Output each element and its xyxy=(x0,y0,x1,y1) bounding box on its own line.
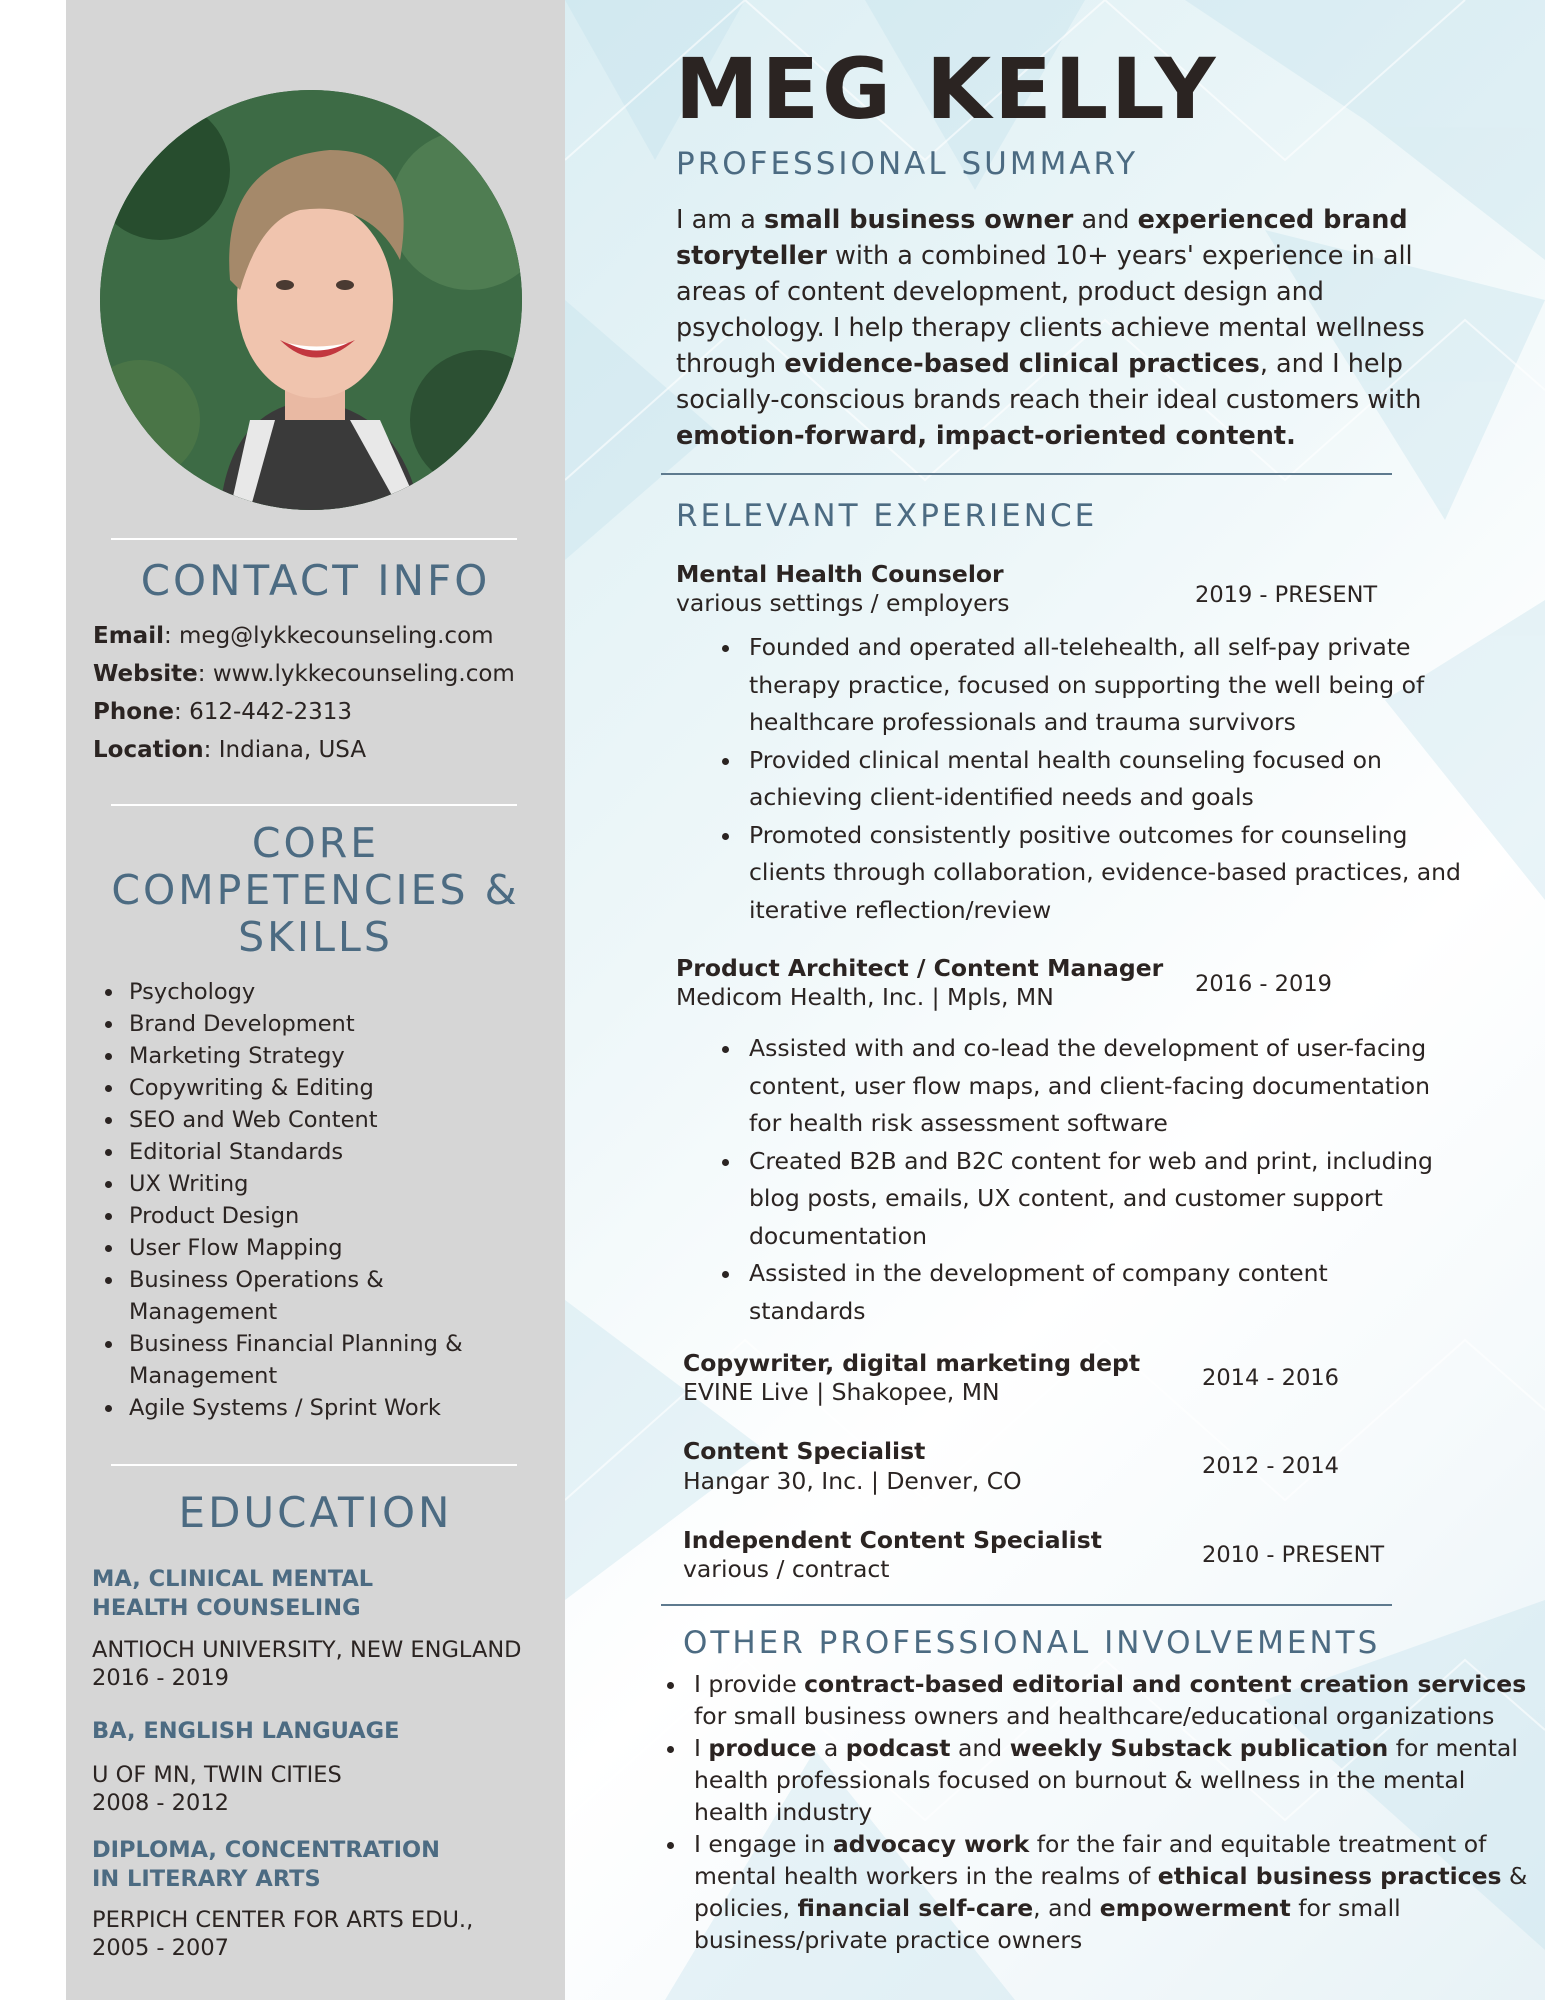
list-item: • UX Writing xyxy=(125,1168,545,1200)
education-school: PERPICH CENTER FOR ARTS EDU., 2005 - 2007 xyxy=(92,1907,474,1961)
job-org: EVINE Live | Shakopee, MN xyxy=(683,1378,1000,1406)
job-title: Copywriter, digital marketing dept xyxy=(683,1349,1141,1377)
job-org: various settings / employers xyxy=(676,589,1010,617)
job-dates: 2010 - PRESENT xyxy=(1202,1542,1385,1568)
list-item: • I provide contract-based editorial and content creation services for small business owners and healthcare/educational organizations xyxy=(688,1668,1538,1732)
education-degree: MA, CLINICAL MENTAL HEALTH COUNSELING xyxy=(92,1566,374,1621)
education-degree: BA, ENGLISH LANGUAGE xyxy=(92,1718,400,1744)
job-org: various / contract xyxy=(683,1555,890,1583)
list-item: • Psychology xyxy=(125,976,545,1008)
skills-list xyxy=(95,976,545,1424)
list-item: • Assisted with and co-lead the development of user-facing content, user flow maps, and client-facing documentation for health risk assessment software xyxy=(743,1030,1443,1143)
contact-heading: CONTACT INFO xyxy=(140,556,491,605)
job-bullets xyxy=(713,629,1463,929)
list-item: • Created B2B and B2C content for web and print, including blog posts, emails, UX content, and customer support documentation xyxy=(743,1143,1443,1256)
page-title: MEG KELLY xyxy=(675,40,1219,138)
list-item: • I engage in advocacy work for the fair and equitable treatment of mental health workers in the realms of ethical business practices & policies, financial self-care, and empowerment for small business/private practice owners xyxy=(688,1828,1538,1956)
other-involvements-list xyxy=(658,1668,1538,1956)
contact-email: Email: meg@lykkecounseling.com xyxy=(93,623,494,649)
list-item: • Provided clinical mental health counseling focused on achieving client-identified needs and goals xyxy=(743,742,1463,817)
list-item: • I produce a podcast and weekly Substack publication for mental health professionals focused on burnout & wellness in the mental health industry xyxy=(688,1732,1538,1828)
job-title: Product Architect / Content Manager xyxy=(676,954,1164,982)
list-item: • Marketing Strategy xyxy=(125,1040,545,1072)
list-item: • Founded and operated all-telehealth, all self-pay private therapy practice, focused on supporting the well being of healthcare professionals and trauma survivors xyxy=(743,629,1463,742)
sidebar-divider xyxy=(111,538,517,540)
summary-text: I am a small business owner and experienced brand storyteller with a combined 10+ years' experience in all areas of content development, product design and psychology. I help therapy clients achieve mental wellness through evidence-based clinical practices, and I help socially-conscious brands reach their ideal customers with emotion-forward, impact-oriented content. xyxy=(676,205,1425,451)
list-item: • Assisted in the development of company content standards xyxy=(743,1255,1443,1330)
summary-heading: PROFESSIONAL SUMMARY xyxy=(676,146,1139,182)
list-item: • Promoted consistently positive outcomes for counseling clients through collaboration, evidence-based practices, and iterative reflection/review xyxy=(743,817,1463,930)
job-bullets xyxy=(713,1030,1443,1330)
education-heading: EDUCATION xyxy=(178,1488,453,1537)
section-divider xyxy=(661,1604,1392,1606)
section-divider xyxy=(661,473,1392,475)
job-title: Content Specialist xyxy=(683,1437,926,1465)
job-dates: 2019 - PRESENT xyxy=(1195,582,1378,608)
list-item: • Business Financial Planning & Management xyxy=(125,1328,469,1392)
contact-website: Website: www.lykkecounseling.com xyxy=(93,661,515,687)
list-item: • Business Operations & Management xyxy=(125,1264,409,1328)
job-org: Hangar 30, Inc. | Denver, CO xyxy=(683,1467,1022,1495)
job-dates: 2016 - 2019 xyxy=(1195,971,1332,997)
job-title: Independent Content Specialist xyxy=(683,1526,1102,1554)
education-degree: DIPLOMA, CONCENTRATION IN LITERARY ARTS xyxy=(92,1837,441,1892)
skills-heading: CORE COMPETENCIES & SKILLS xyxy=(111,819,520,961)
list-item: • Brand Development xyxy=(125,1008,545,1040)
education-school: U OF MN, TWIN CITIES 2008 - 2012 xyxy=(92,1762,342,1816)
other-involvements-heading: OTHER PROFESSIONAL INVOLVEMENTS xyxy=(683,1625,1381,1661)
page-margin xyxy=(0,0,66,2000)
experience-heading: RELEVANT EXPERIENCE xyxy=(676,498,1098,534)
job-dates: 2014 - 2016 xyxy=(1202,1365,1339,1391)
contact-location: Location: Indiana, USA xyxy=(93,737,367,763)
education-school: ANTIOCH UNIVERSITY, NEW ENGLAND 2016 - 2019 xyxy=(92,1637,522,1691)
list-item: • User Flow Mapping xyxy=(125,1232,545,1264)
job-org: Medicom Health, Inc. | Mpls, MN xyxy=(676,983,1054,1011)
contact-phone: Phone: 612-442-2313 xyxy=(93,699,353,725)
list-item: • SEO and Web Content xyxy=(125,1104,545,1136)
sidebar-divider xyxy=(111,1464,517,1466)
list-item: • Agile Systems / Sprint Work xyxy=(125,1392,545,1424)
job-title: Mental Health Counselor xyxy=(676,560,1004,588)
list-item: • Editorial Standards xyxy=(125,1136,545,1168)
list-item: • Product Design xyxy=(125,1200,545,1232)
list-item: • Copywriting & Editing xyxy=(125,1072,545,1104)
profile-photo xyxy=(100,90,522,510)
sidebar-divider xyxy=(111,804,517,806)
job-dates: 2012 - 2014 xyxy=(1202,1453,1339,1479)
